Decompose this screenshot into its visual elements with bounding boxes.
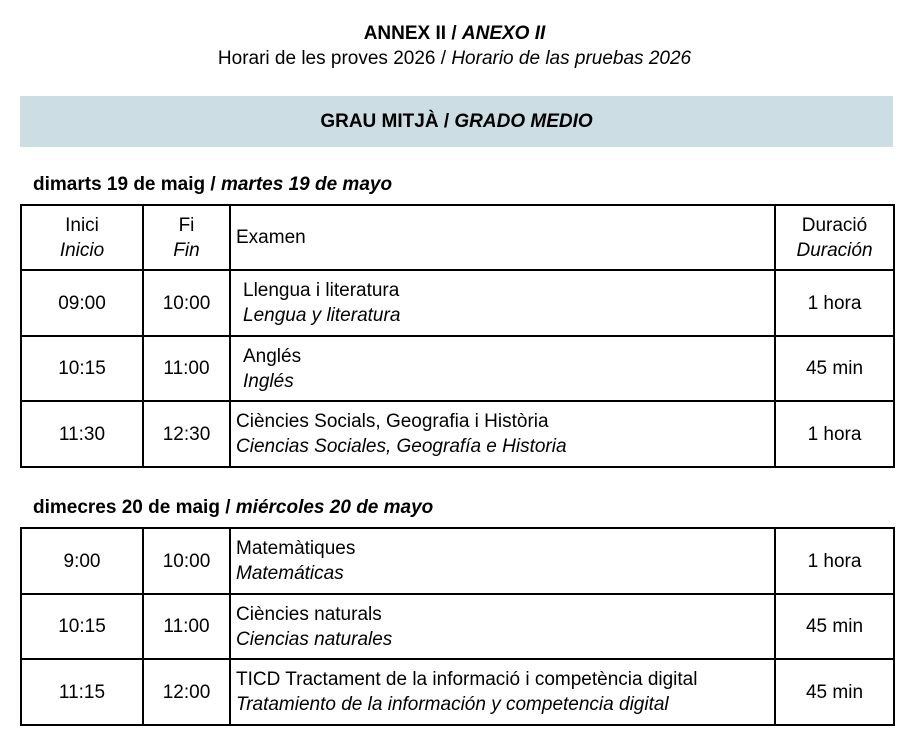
exam-name-es: Matemáticas bbox=[236, 563, 344, 584]
table-header-row bbox=[21, 205, 894, 270]
level-banner bbox=[20, 96, 893, 147]
exam-name-ca: Ciències naturals bbox=[236, 603, 382, 625]
document-subtitle bbox=[0, 47, 909, 71]
end-time: 12:30 bbox=[143, 401, 230, 467]
day-separator: / bbox=[219, 497, 236, 518]
duration: 1 hora bbox=[775, 401, 894, 467]
subtitle-es: Horario de las pruebas 2026 bbox=[451, 48, 692, 69]
exam-name-ca: Anglés bbox=[243, 345, 302, 367]
table-row bbox=[21, 336, 894, 401]
column-header-end bbox=[143, 205, 230, 270]
end-time: 11:00 bbox=[143, 336, 230, 401]
end-time: 11:00 bbox=[143, 594, 230, 659]
table-row bbox=[21, 659, 894, 725]
exam-name bbox=[230, 528, 775, 594]
exam-name-ca: Llengua i literatura bbox=[243, 280, 400, 301]
column-header-end-es: Fin bbox=[173, 239, 200, 261]
column-header-start bbox=[21, 205, 143, 270]
start-time: 10:15 bbox=[21, 336, 143, 401]
exam-name-es: Tratamiento de la información y competencia digital bbox=[236, 694, 669, 715]
start-time: 10:15 bbox=[21, 594, 143, 659]
day-label-es: miércoles 20 de mayo bbox=[235, 497, 434, 518]
exam-name bbox=[230, 270, 775, 336]
banner-separator: / bbox=[438, 110, 455, 132]
duration: 45 min bbox=[775, 659, 894, 725]
table-row bbox=[21, 401, 894, 467]
exam-name-es: Ciencias naturales bbox=[236, 628, 393, 650]
end-time: 12:00 bbox=[143, 659, 230, 725]
exam-name-ca: Ciències Socials, Geografia i Història bbox=[236, 411, 549, 432]
exam-name-ca: TICD Tractament de la informació i competència digital bbox=[236, 669, 698, 690]
exam-name bbox=[230, 401, 775, 467]
start-time: 9:00 bbox=[21, 528, 143, 594]
start-time: 11:15 bbox=[21, 659, 143, 725]
duration: 45 min bbox=[775, 336, 894, 401]
exam-name bbox=[230, 594, 775, 659]
duration: 1 hora bbox=[775, 528, 894, 594]
duration: 45 min bbox=[775, 594, 894, 659]
exam-name-es: Inglés bbox=[243, 370, 294, 392]
exam-name bbox=[230, 336, 775, 401]
schedule-table bbox=[20, 527, 895, 726]
banner-label-es: GRADO MEDIO bbox=[454, 110, 593, 132]
day-label-ca: dimarts 19 de maig bbox=[33, 174, 206, 195]
column-header-end-ca: Fi bbox=[178, 214, 195, 236]
exam-name bbox=[230, 659, 775, 725]
start-time: 09:00 bbox=[21, 270, 143, 336]
column-header-start-es: Inicio bbox=[59, 239, 105, 261]
table-row bbox=[21, 528, 894, 594]
day-label-es: martes 19 de mayo bbox=[220, 174, 393, 195]
document-title bbox=[0, 22, 909, 46]
exam-name-es: Ciencias Sociales, Geografía e Historia bbox=[236, 436, 567, 457]
schedule-table bbox=[20, 204, 895, 468]
duration: 1 hora bbox=[775, 270, 894, 336]
day-separator: / bbox=[205, 174, 221, 195]
column-header-duration-es: Duración bbox=[796, 239, 873, 261]
end-time: 10:00 bbox=[143, 528, 230, 594]
subtitle-ca: Horari de les proves 2026 bbox=[217, 48, 436, 69]
column-header-start-ca: Inici bbox=[65, 214, 99, 236]
column-header-duration bbox=[775, 205, 894, 270]
exam-name-es: Lengua y literatura bbox=[243, 305, 401, 326]
annex-title-ca: ANNEX II bbox=[363, 23, 447, 44]
end-time: 10:00 bbox=[143, 270, 230, 336]
column-header-exam: Examen bbox=[230, 205, 775, 270]
table-row bbox=[21, 594, 894, 659]
column-header-duration-ca: Duració bbox=[801, 214, 868, 236]
start-time: 11:30 bbox=[21, 401, 143, 467]
annex-title-es: ANEXO II bbox=[461, 23, 546, 44]
day-heading bbox=[33, 496, 433, 520]
table-row bbox=[21, 270, 894, 336]
annex-title-separator: / bbox=[446, 23, 462, 44]
day-heading bbox=[33, 173, 392, 197]
subtitle-separator: / bbox=[435, 48, 452, 69]
banner-label-ca: GRAU MITJÀ bbox=[320, 110, 439, 132]
exam-name-ca: Matemàtiques bbox=[236, 538, 356, 559]
day-label-ca: dimecres 20 de maig bbox=[33, 497, 220, 518]
